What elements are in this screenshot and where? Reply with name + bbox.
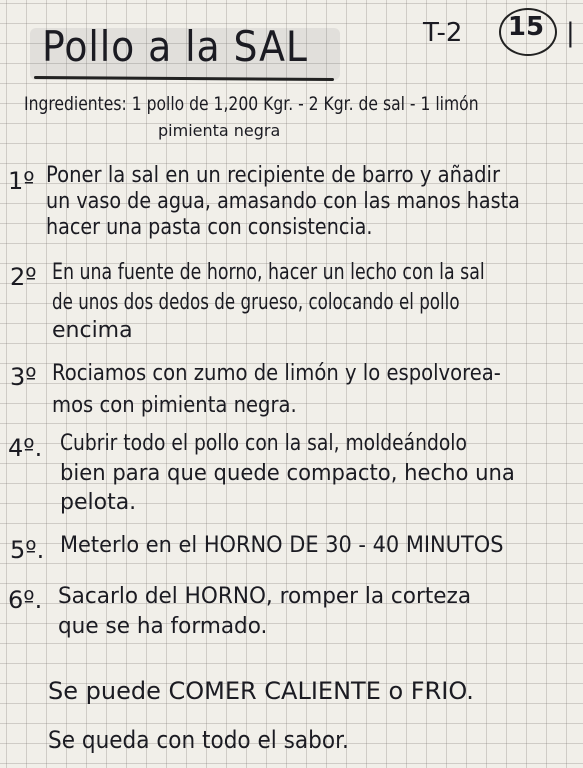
step-6-line-1: Sacarlo del HORNO, romper la corteza: [58, 584, 472, 609]
step-2-line-2: de unos dos dedos de grueso, colocando el pollo: [52, 290, 460, 315]
page-number: 15: [507, 12, 545, 42]
closing-note-1: Se puede COMER CALIENTE o FRIO.: [48, 677, 474, 705]
step-6-line-2: que se ha formado.: [58, 614, 268, 639]
step-4-line-2: bien para que quede compacto, hecho una: [60, 461, 515, 486]
step-3-number: 3º: [10, 363, 37, 391]
step-2-number: 2º: [10, 263, 37, 291]
closing-note-2: Se queda con todo el sabor.: [48, 726, 349, 754]
step-5-number: 5º.: [10, 536, 45, 564]
edge-mark: |: [566, 18, 575, 48]
recipe-code: T-2: [423, 18, 463, 48]
step-2-line-3: encima: [52, 318, 133, 343]
step-4-line-1: Cubrir todo el pollo con la sal, moldeándolo: [60, 431, 467, 456]
step-4-line-3: pelota.: [60, 490, 137, 515]
step-1-line-2: un vaso de agua, amasando con las manos hasta: [46, 189, 520, 214]
step-3-line-1: Rociamos con zumo de limón y lo espolvorea-: [52, 361, 501, 386]
step-6-number: 6º.: [8, 586, 43, 614]
ingredients-line-1: Ingredientes: 1 pollo de 1,200 Kgr. - 2 Kgr. de sal - 1 limón: [24, 93, 479, 115]
step-3-line-2: mos con pimienta negra.: [52, 393, 297, 418]
step-1-line-1: Poner la sal en un recipiente de barro y añadir: [46, 163, 501, 188]
step-4-number: 4º.: [8, 434, 43, 462]
step-2-line-1: En una fuente de horno, hacer un lecho con la sal: [52, 260, 485, 285]
step-5-line-1: Meterlo en el HORNO DE 30 - 40 MINUTOS: [60, 533, 504, 558]
step-1-number: 1º: [8, 167, 35, 195]
recipe-title: Pollo a la SAL: [42, 22, 308, 71]
ingredients-line-2: pimienta negra: [158, 121, 281, 140]
step-1-line-3: hacer una pasta con consistencia.: [46, 215, 373, 240]
